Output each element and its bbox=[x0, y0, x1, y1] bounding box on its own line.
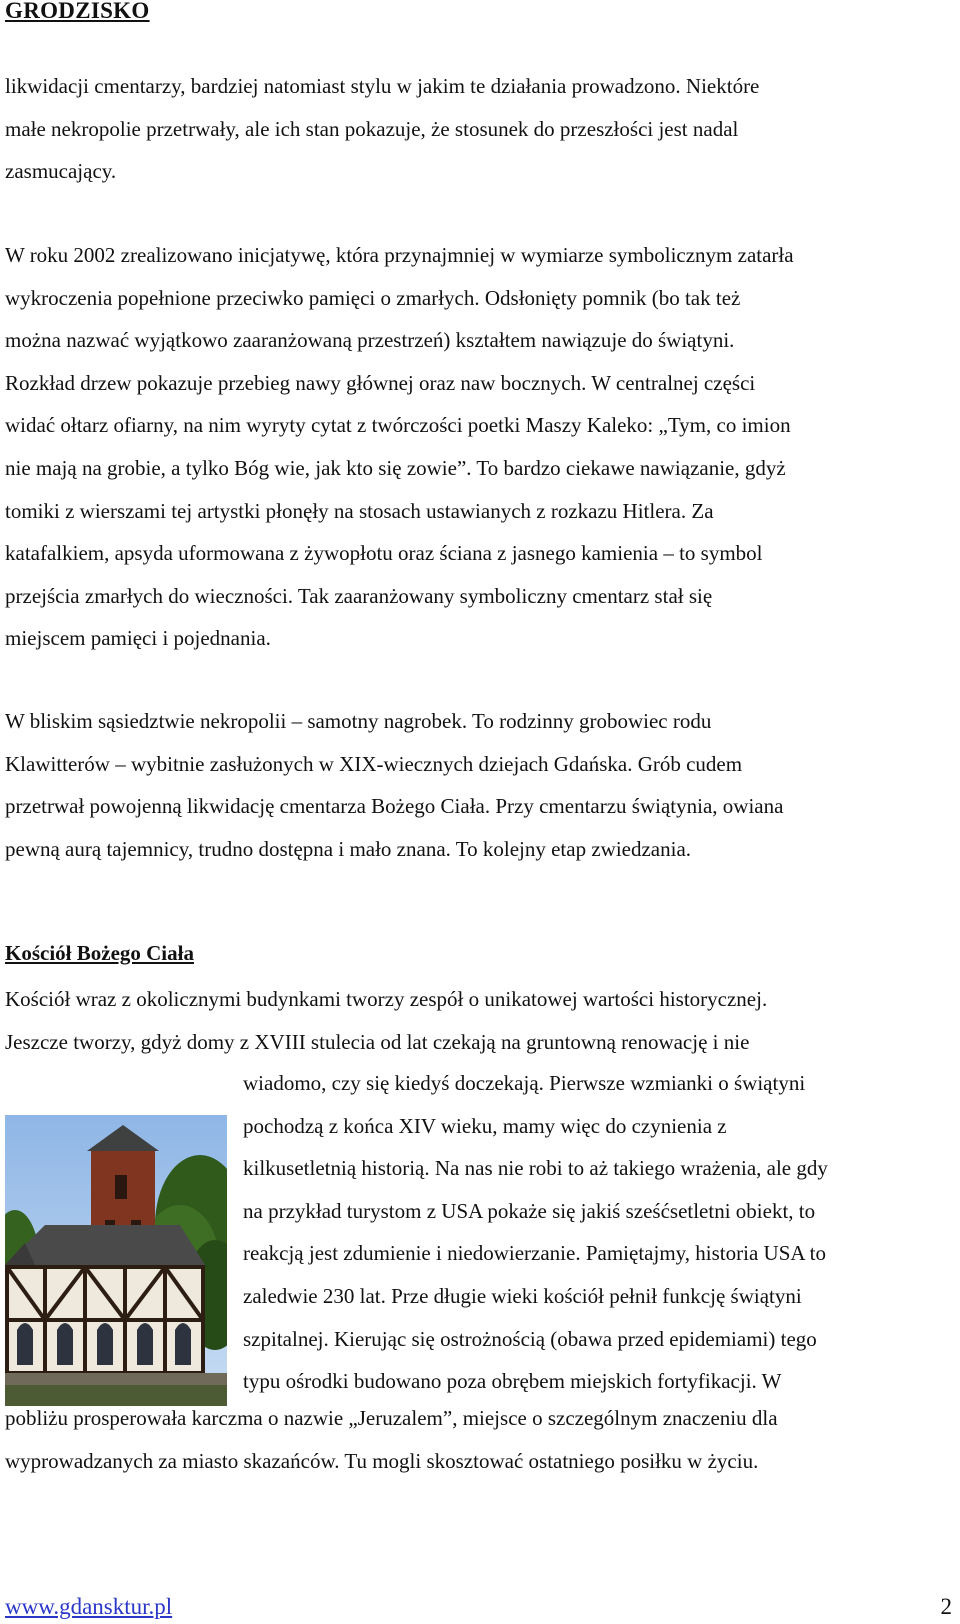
text-line: małe nekropolie przetrwały, ale ich stan pokazuje, że stosunek do przeszłości jest nadal bbox=[5, 116, 739, 141]
text-line: pobliżu prosperowała karczma o nazwie „Jeruzalem”, miejsce o szczególnym znaczeniu dla bbox=[5, 1406, 778, 1430]
text-line: zasmucający. bbox=[5, 159, 117, 184]
text-line: reakcją jest zdumienie i niedowierzanie. Pamiętajmy, historia USA to bbox=[243, 1241, 826, 1266]
text-line: zaledwie 230 lat. Prze długie wieki kościół pełnił funkcję świątyni bbox=[243, 1283, 802, 1308]
paragraph-monument bbox=[5, 234, 955, 660]
text-after-photo bbox=[5, 1397, 955, 1482]
text-line: likwidacji cmentarzy, bardziej natomiast stylu w jakim te działania prowadzono. Niektóre bbox=[5, 74, 760, 98]
page-heading: GRODZISKO bbox=[5, 0, 150, 23]
text-line: Rozkład drzew pokazuje przebieg nawy głównej oraz naw bocznych. W centralnej części bbox=[5, 370, 756, 395]
section-title: Kościół Bożego Ciała bbox=[5, 941, 194, 965]
page-number: 2 bbox=[940, 1594, 952, 1619]
footer-website-link[interactable]: www.gdansktur.pl bbox=[5, 1594, 173, 1619]
text-line: nie mają na grobie, a tylko Bóg wie, jak kto się zowie”. To bardzo ciekawe nawiązanie, gdyż bbox=[5, 455, 786, 480]
text-line: tomiki z wierszami tej artystki płonęły na stosach ustawianych z rozkazu Hitlera. Za bbox=[5, 498, 714, 523]
text-line: typu ośrodki budowano poza obrębem miejskich fortyfikacji. W bbox=[243, 1369, 782, 1394]
text-line: widać ołtarz ofiarny, na nim wyryty cytat z twórczości poetki Maszy Kaleko: „Tym, co imion bbox=[5, 413, 791, 438]
text-line: wyprowadzanych za miasto skazańców. Tu mogli skosztować ostatniego posiłku w życiu. bbox=[5, 1448, 759, 1473]
text-line: wiadomo, czy się kiedyś doczekają. Pierwsze wzmianki o świątyni bbox=[243, 1071, 806, 1095]
text-line: można nazwać wyjątkowo zaaranżowaną przestrzeń) kształtem nawiązuje do świątyni. bbox=[5, 328, 735, 353]
text-line: W bliskim sąsiedztwie nekropolii – samotny nagrobek. To rodzinny grobowiec rodu bbox=[5, 709, 712, 733]
paragraph-cemeteries bbox=[5, 65, 955, 193]
text-line: katafalkiem, apsyda uformowana z żywopłotu oraz ściana z jasnego kamienia – to symbol bbox=[5, 541, 763, 566]
text-line: przejścia zmarłych do wieczności. Tak zaaranżowany symboliczny cmentarz stał się bbox=[5, 583, 713, 608]
text-line: szpitalnej. Kierując się ostrożnością (obawa przed epidemiami) tego bbox=[243, 1326, 817, 1351]
paragraph-tomb bbox=[5, 700, 955, 870]
church-photo bbox=[5, 1115, 227, 1406]
text-line: Kościół wraz z okolicznymi budynkami tworzy zespół o unikatowej wartości historycznej. bbox=[5, 987, 768, 1011]
text-line: Jeszcze tworzy, gdyż domy z XVIII stulecia od lat czekają na gruntowną renowację i nie bbox=[5, 1029, 750, 1054]
text-line: Klawitterów – wybitnie zasłużonych w XIX-wiecznych dziejach Gdańska. Grób cudem bbox=[5, 751, 743, 776]
text-line: miejscem pamięci i pojednania. bbox=[5, 626, 271, 651]
text-beside-photo bbox=[243, 1062, 955, 1403]
text-line: na przykład turystom z USA pokaże się jakiś sześćsetletni obiekt, to bbox=[243, 1198, 816, 1223]
text-line: przetrwał powojenną likwidację cmentarza Bożego Ciała. Przy cmentarzu świątynia, owiana bbox=[5, 794, 784, 819]
section-intro bbox=[5, 978, 955, 1063]
text-line: W roku 2002 zrealizowano inicjatywę, która przynajmniej w wymiarze symbolicznym zatarła bbox=[5, 243, 794, 267]
text-line: kilkusetletnią historią. Na nas nie robi to aż takiego wrażenia, ale gdy bbox=[243, 1156, 828, 1181]
text-line: pewną aurą tajemnicy, trudno dostępna i mało znana. To kolejny etap zwiedzania. bbox=[5, 836, 692, 861]
text-line: wykroczenia popełnione przeciwko pamięci o zmarłych. Odsłonięty pomnik (bo tak też bbox=[5, 285, 741, 310]
text-line: pochodzą z końca XIV wieku, mamy więc do czynienia z bbox=[243, 1113, 727, 1138]
